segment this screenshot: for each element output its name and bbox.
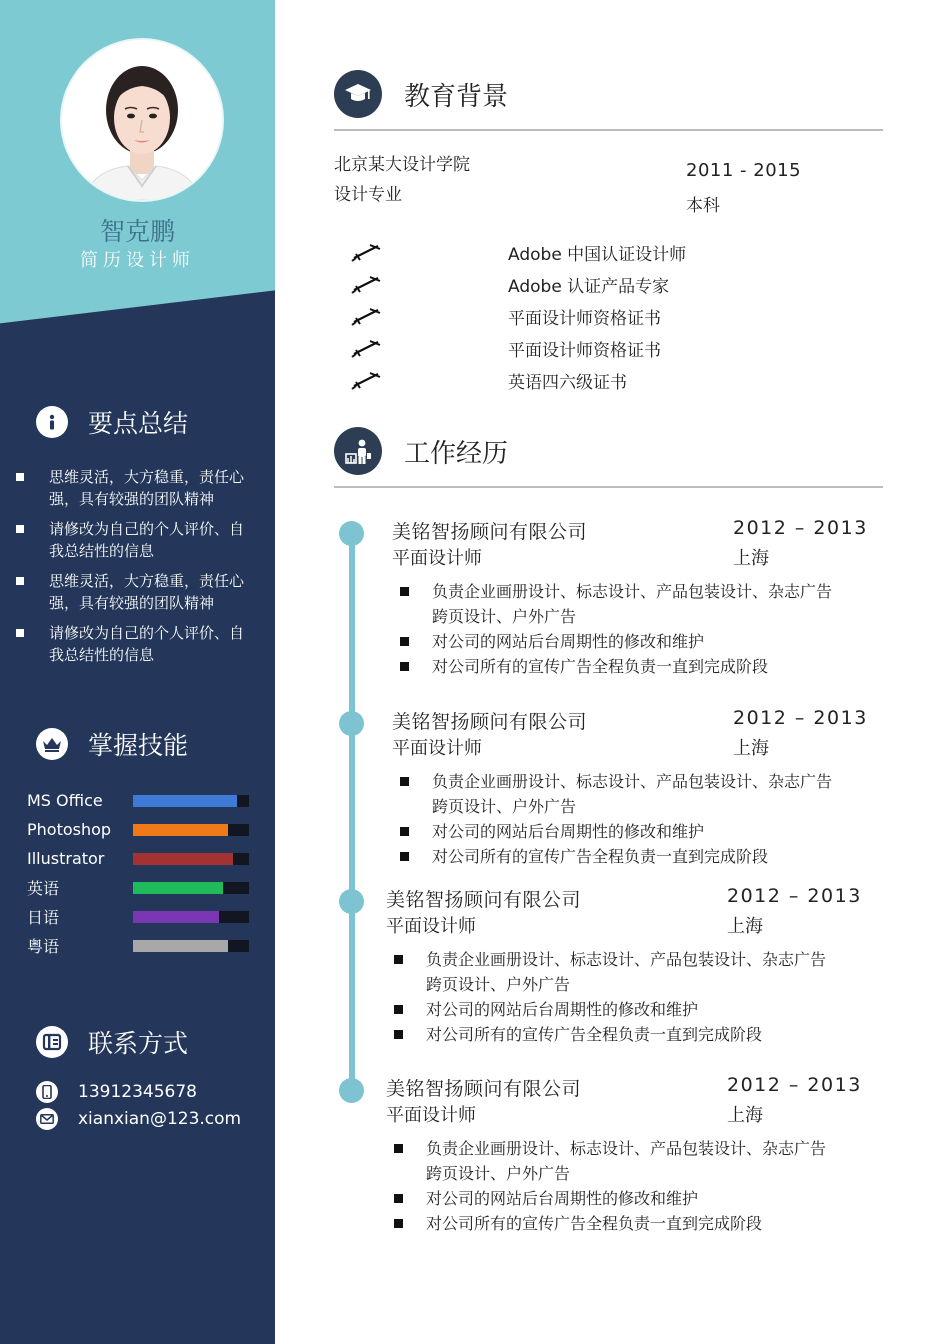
job-duty (400, 654, 840, 679)
skill-bar (133, 940, 249, 952)
certificate-item (350, 364, 686, 396)
job-duty-text: 对公司所有的宣传广告全程负责一直到完成阶段 (426, 1214, 763, 1233)
timeline-dot (339, 889, 364, 914)
skill-row (27, 873, 257, 902)
job-position: 平面设计师 (386, 1105, 476, 1126)
skills-heading-text: 掌握技能 (88, 731, 189, 760)
job-duties (394, 1136, 834, 1236)
job-period: 2012 – 2013 (733, 707, 868, 729)
contact-list (36, 1078, 241, 1132)
job-city: 上海 (727, 1105, 763, 1126)
job-duty-text: 负责企业画册设计、标志设计、产品包装设计、杂志广告跨页设计、户外广告 (432, 772, 833, 816)
edu-degree: 本科 (686, 196, 720, 216)
job-duty (394, 1136, 834, 1186)
email-icon (36, 1108, 58, 1130)
job-duty (394, 997, 834, 1022)
avatar (62, 40, 222, 200)
summary-heading-text: 要点总结 (88, 409, 189, 438)
education-heading (334, 70, 508, 118)
graduation-cap-icon (334, 70, 382, 118)
education-divider (334, 129, 883, 131)
timeline-line (349, 534, 355, 1089)
certificate-item (350, 332, 686, 364)
summary-item-text: 请修改为自己的个人评价、自我总结性的信息 (49, 520, 245, 560)
job-duty (394, 1186, 834, 1211)
certificate-text: 平面设计师资格证书 (508, 340, 661, 361)
contact-email (36, 1105, 241, 1132)
pen-icon (350, 368, 386, 392)
skill-bar-fill (133, 911, 219, 923)
edu-years: 2011 - 2015 (686, 160, 802, 181)
job-city: 上海 (727, 916, 763, 937)
skill-bar (133, 882, 249, 894)
skill-row (27, 786, 257, 815)
skill-name: 粤语 (27, 937, 60, 956)
summary-heading (36, 404, 188, 440)
job-duty-text: 对公司的网站后台周期性的修改和维护 (432, 632, 705, 651)
job-duty-text: 负责企业画册设计、标志设计、产品包装设计、杂志广告跨页设计、户外广告 (426, 1139, 827, 1183)
job-duty (394, 1211, 834, 1236)
job-company: 美铭智扬顾问有限公司 (386, 1078, 582, 1100)
job-duty (394, 1022, 834, 1047)
skill-bar (133, 824, 249, 836)
skill-bar (133, 911, 249, 923)
job-duties (400, 579, 840, 679)
skill-bar (133, 853, 249, 865)
skill-bar-fill (133, 940, 228, 952)
education-heading-text: 教育背景 (404, 81, 509, 112)
profile-title: 简历设计师 (80, 250, 195, 271)
skill-bar-fill (133, 882, 223, 894)
timeline-dot (339, 521, 364, 546)
skill-name: 英语 (27, 879, 60, 898)
skill-row (27, 902, 257, 931)
job-period: 2012 – 2013 (733, 517, 868, 539)
pen-icon (350, 304, 386, 328)
work-divider (334, 486, 883, 488)
profile-name: 智克鹏 (99, 217, 175, 246)
job-duty (394, 947, 834, 997)
certificate-text: Adobe 认证产品专家 (508, 276, 670, 297)
summary-item (16, 466, 256, 510)
summary-item-text: 思维灵活，大方稳重，责任心强，具有较强的团队精神 (49, 468, 245, 508)
skills-list (27, 786, 257, 960)
skills-heading (36, 726, 188, 762)
job-position: 平面设计师 (386, 916, 476, 937)
crown-icon (36, 728, 68, 760)
pen-icon (350, 240, 386, 264)
skill-row (27, 844, 257, 873)
certificate-text: 平面设计师资格证书 (508, 308, 661, 329)
summary-item-text: 请修改为自己的个人评价、自我总结性的信息 (49, 624, 245, 664)
job-duty-text: 负责企业画册设计、标志设计、产品包装设计、杂志广告跨页设计、户外广告 (426, 950, 827, 994)
info-icon (36, 406, 68, 438)
skill-name: 日语 (27, 908, 60, 927)
phone-text: 13912345678 (78, 1081, 197, 1102)
job-duties (400, 769, 840, 869)
skill-name: Illustrator (27, 849, 105, 868)
job-duty-text: 对公司所有的宣传广告全程负责一直到完成阶段 (432, 657, 769, 676)
certificate-item (350, 300, 686, 332)
job-duty (400, 579, 840, 629)
job-duty (400, 629, 840, 654)
contact-card-icon (36, 1026, 68, 1058)
certificate-item (350, 268, 686, 300)
skill-row (27, 931, 257, 960)
job-duty-text: 对公司的网站后台周期性的修改和维护 (426, 1189, 699, 1208)
job-company: 美铭智扬顾问有限公司 (392, 711, 588, 733)
email-text: xianxian@123.com (78, 1108, 242, 1129)
job-duties (394, 947, 834, 1047)
skill-bar-fill (133, 824, 228, 836)
job-city: 上海 (733, 738, 769, 759)
summary-item (16, 570, 256, 614)
job-duty (400, 769, 840, 819)
summary-item (16, 622, 256, 666)
work-heading (334, 427, 508, 475)
sidebar (0, 0, 275, 1344)
job-duty-text: 对公司的网站后台周期性的修改和维护 (432, 822, 705, 841)
skill-name: MS Office (27, 791, 103, 810)
summary-item-text: 思维灵活，大方稳重，责任心强，具有较强的团队精神 (49, 572, 245, 612)
certificate-text: Adobe 中国认证设计师 (508, 244, 687, 265)
job-city: 上海 (733, 548, 769, 569)
job-company: 美铭智扬顾问有限公司 (392, 521, 588, 543)
job-period: 2012 – 2013 (727, 1074, 862, 1096)
work-heading-text: 工作经历 (404, 438, 509, 469)
skill-bar-fill (133, 853, 233, 865)
job-period: 2012 – 2013 (727, 885, 862, 907)
timeline-dot (339, 1078, 364, 1103)
job-duty-text: 对公司所有的宣传广告全程负责一直到完成阶段 (432, 847, 769, 866)
job-position: 平面设计师 (392, 738, 482, 759)
certificate-item (350, 236, 686, 268)
summary-list (16, 466, 256, 674)
certificate-list (350, 236, 686, 396)
job-duty-text: 对公司的网站后台周期性的修改和维护 (426, 1000, 699, 1019)
job-position: 平面设计师 (392, 548, 482, 569)
skill-bar (133, 795, 249, 807)
phone-icon (36, 1081, 58, 1103)
edu-major: 设计专业 (334, 185, 402, 205)
job-duty (400, 819, 840, 844)
pen-icon (350, 336, 386, 360)
skill-bar-fill (133, 795, 237, 807)
contact-phone (36, 1078, 241, 1105)
job-duty-text: 对公司所有的宣传广告全程负责一直到完成阶段 (426, 1025, 763, 1044)
contact-heading-text: 联系方式 (88, 1029, 189, 1058)
job-company: 美铭智扬顾问有限公司 (386, 889, 582, 911)
contact-heading (36, 1024, 188, 1060)
edu-school: 北京某大设计学院 (334, 155, 470, 175)
skill-row (27, 815, 257, 844)
skill-name: Photoshop (27, 820, 112, 839)
certificate-text: 英语四六级证书 (508, 372, 627, 393)
job-duty (400, 844, 840, 869)
job-duty-text: 负责企业画册设计、标志设计、产品包装设计、杂志广告跨页设计、户外广告 (432, 582, 833, 626)
team-icon (334, 427, 382, 475)
summary-item (16, 518, 256, 562)
timeline-dot (339, 711, 364, 736)
pen-icon (350, 272, 386, 296)
